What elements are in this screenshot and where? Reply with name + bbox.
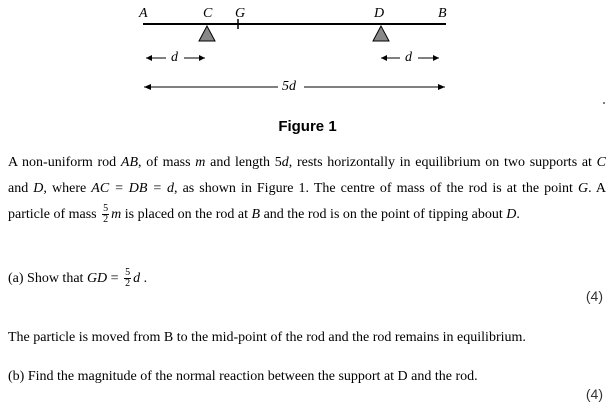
figure-1-diagram [0, 0, 615, 110]
diagram-svg [0, 0, 615, 110]
var-c: C [596, 155, 606, 170]
part-a [8, 266, 606, 292]
var-d: d [133, 271, 141, 286]
var-m: m [195, 155, 206, 170]
right-d-label: d [405, 50, 412, 65]
var-gd: GD [86, 271, 108, 286]
fraction-five-halves: $\frac{5}{2}$ [103, 203, 109, 226]
text: A non-uniform rod [8, 155, 121, 170]
label-C: C [203, 6, 213, 21]
var-m: m [111, 207, 122, 222]
text: , of mass [138, 155, 196, 170]
left-d-label: d [171, 50, 178, 65]
text: is placed on the rod at [121, 207, 252, 222]
figure-caption: Figure 1 [278, 118, 337, 135]
text: . [516, 207, 520, 222]
label-A: A [139, 6, 148, 21]
var-d-point: D [506, 207, 517, 222]
part-a-marks: (4) [585, 288, 603, 304]
fraction-five-halves: $\frac{5}{2}$ [125, 267, 131, 290]
part-b-marks: (4) [585, 386, 603, 402]
support-d [373, 26, 389, 41]
text: . [140, 271, 148, 286]
var-d: d [281, 155, 289, 170]
label-D: D [374, 6, 385, 21]
problem-statement [8, 150, 606, 228]
text: and length 5 [205, 155, 282, 170]
text: and the rod is on the point of tipping about [260, 207, 507, 222]
speck [603, 102, 605, 104]
text: , rests horizontally in equilibrium on two supports at [288, 155, 597, 170]
text: , as shown in Figure 1. The centre of mass of the rod is at the point [174, 181, 578, 196]
text: = [107, 271, 123, 286]
text: and [8, 181, 34, 196]
label-B: B [438, 6, 447, 21]
text: , where [43, 181, 92, 196]
equation-ac-db: AC = DB = d [91, 181, 174, 196]
text: . A particle of mass [8, 181, 607, 222]
support-c [199, 26, 215, 41]
paragraph-2: The particle is moved from B to the mid-point of the rod and the rod remains in equilibrium. [8, 330, 526, 345]
total-5d-label: 5d [282, 79, 296, 94]
label-G: G [235, 6, 246, 21]
var-ab: AB [120, 155, 138, 170]
var-d-point: D [33, 181, 44, 196]
part-a-label: (a) Show that [8, 271, 87, 286]
var-g: G [577, 181, 589, 196]
part-b: (b) Find the magnitude of the normal reaction between the support at D and the rod. [8, 369, 478, 384]
var-b: B [251, 207, 261, 222]
